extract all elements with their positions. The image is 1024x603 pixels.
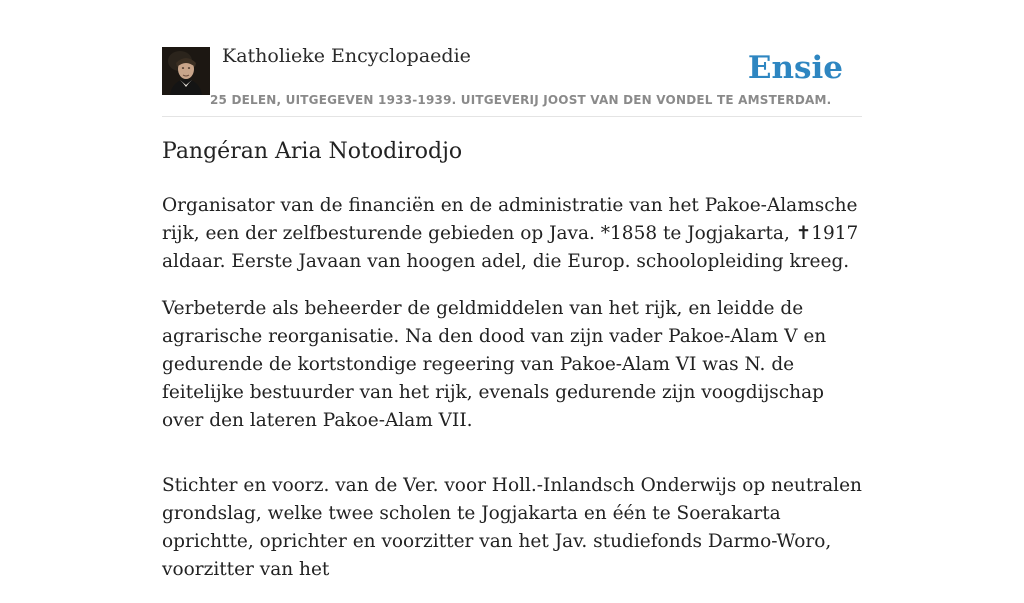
page [162,0,862,580]
entry-title: Pangéran Aria Notodirodjo [162,139,463,164]
source-header [162,0,862,117]
portrait-avatar-icon[interactable] [162,47,210,95]
entry-paragraph-1: Organisator van de financiën en de administratie van het Pakoe-Alamsche rijk, een der zelfbesturende gebieden op Java. *1858 te Jogjakarta, ✝1917 aldaar. Eerste Javaan van hoogen adel, die Europ. schoolopleiding kreeg. [162,195,859,272]
source-title[interactable]: Katholieke Encyclopaedie [222,45,471,67]
entry-paragraph-2: Verbeterde als beheerder de geldmiddelen van het rijk, en leidde de agrarische reorganisatie. Na den dood van zijn vader Pakoe-Alam V en gedurende de kortstondige regeering van Pakoe-Alam VI was N. de feitelijke bestuurder van het rijk, evenals gedurende zijn voogdijschap over den lateren Pakoe-Alam VII. [162,298,827,431]
source-description: 25 DELEN, UITGEGEVEN 1933-1939. UITGEVERIJ JOOST VAN DEN VONDEL TE AMSTERDAM. [210,93,832,107]
brand-logo[interactable]: Ensie [747,50,843,86]
entry-paragraph-3: Stichter en voorz. van de Ver. voor Holl.-Inlandsch Onderwijs op neutralen grondslag, welke twee scholen te Jogjakarta en één te Soerakarta oprichtte, oprichter en voorzitter van het Jav. studiefonds Darmo-Woro, voorzitter van het [162,475,862,580]
entry-body [162,192,862,603]
